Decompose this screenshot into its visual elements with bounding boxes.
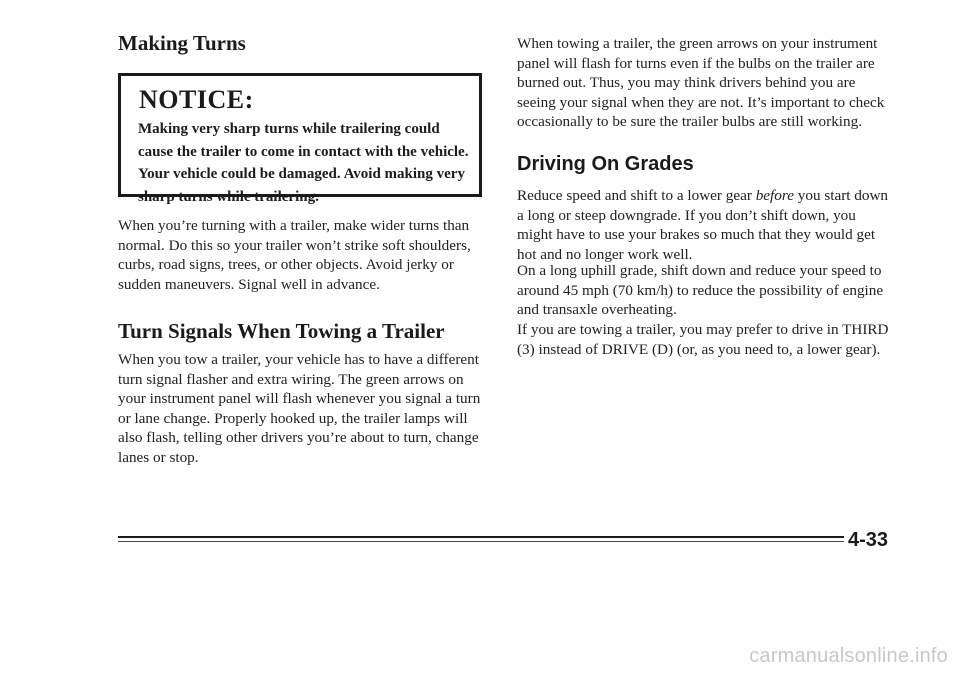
footer-rule [118, 536, 844, 538]
paragraph-green-arrows: When towing a trailer, the green arrows on your instrument panel will flash for turns even if the bulbs on the trailer are burned out. Thus, you may think drivers behind you are seeing your signal when they are not. It’s important to check occasionally to be sure the trailer bulbs are still working. [517, 35, 885, 131]
paragraph-towing-gear: If you are towing a trailer, you may prefer to drive in THIRD (3) instead of DRIVE (D) (or, as you need to, a lower gear). [517, 321, 889, 358]
section-heading-driving-on-grades: Driving On Grades [517, 153, 694, 175]
paragraph-uphill: On a long uphill grade, shift down and reduce your speed to around 45 mph (70 km/h) to reduce the possibility of engine and transaxle overheating. [517, 262, 884, 319]
paragraph-making-turns: When you’re turning with a trailer, make wider turns than normal. Do this so your trailer won’t strike soft shoulders, curbs, road signs, trees, or other objects. Avoid jerky or sudden maneuvers. Signal well in advance. [118, 217, 471, 293]
section-heading-making-turns: Making Turns [118, 31, 246, 55]
notice-body: Making very sharp turns while trailering could cause the trailer to come in contact with the vehicle. Your vehicle could be damaged. Avoid making very sharp turns while trailering. [138, 121, 469, 205]
paragraph-downgrade-emphasis: before [755, 187, 794, 204]
notice-box [118, 73, 482, 205]
notice-title: NOTICE: [139, 85, 254, 114]
watermark: carmanualsonline.info [749, 645, 948, 667]
paragraph-downgrade-part1: Reduce speed and shift to a lower gear [517, 187, 756, 204]
paragraph-downgrade-part2: you start down a long or steep downgrade. If you don’t shift down, you might have to use your brakes so much that they would get hot and no longer work well. [517, 187, 889, 263]
paragraph-turn-signals: When you tow a trailer, your vehicle has to have a different turn signal flasher and extra wiring. The green arrows on your instrument panel will flash whenever you signal a turn or lane change. Properly hooked up, the trailer lamps will also flash, telling other drivers you’re about to turn, change lanes or stop. [118, 351, 481, 466]
footer-rule-thin [118, 541, 844, 542]
page-number: 4-33 [848, 529, 889, 551]
section-heading-turn-signals: Turn Signals When Towing a Trailer [118, 319, 445, 343]
paragraph-downgrade [517, 186, 889, 264]
